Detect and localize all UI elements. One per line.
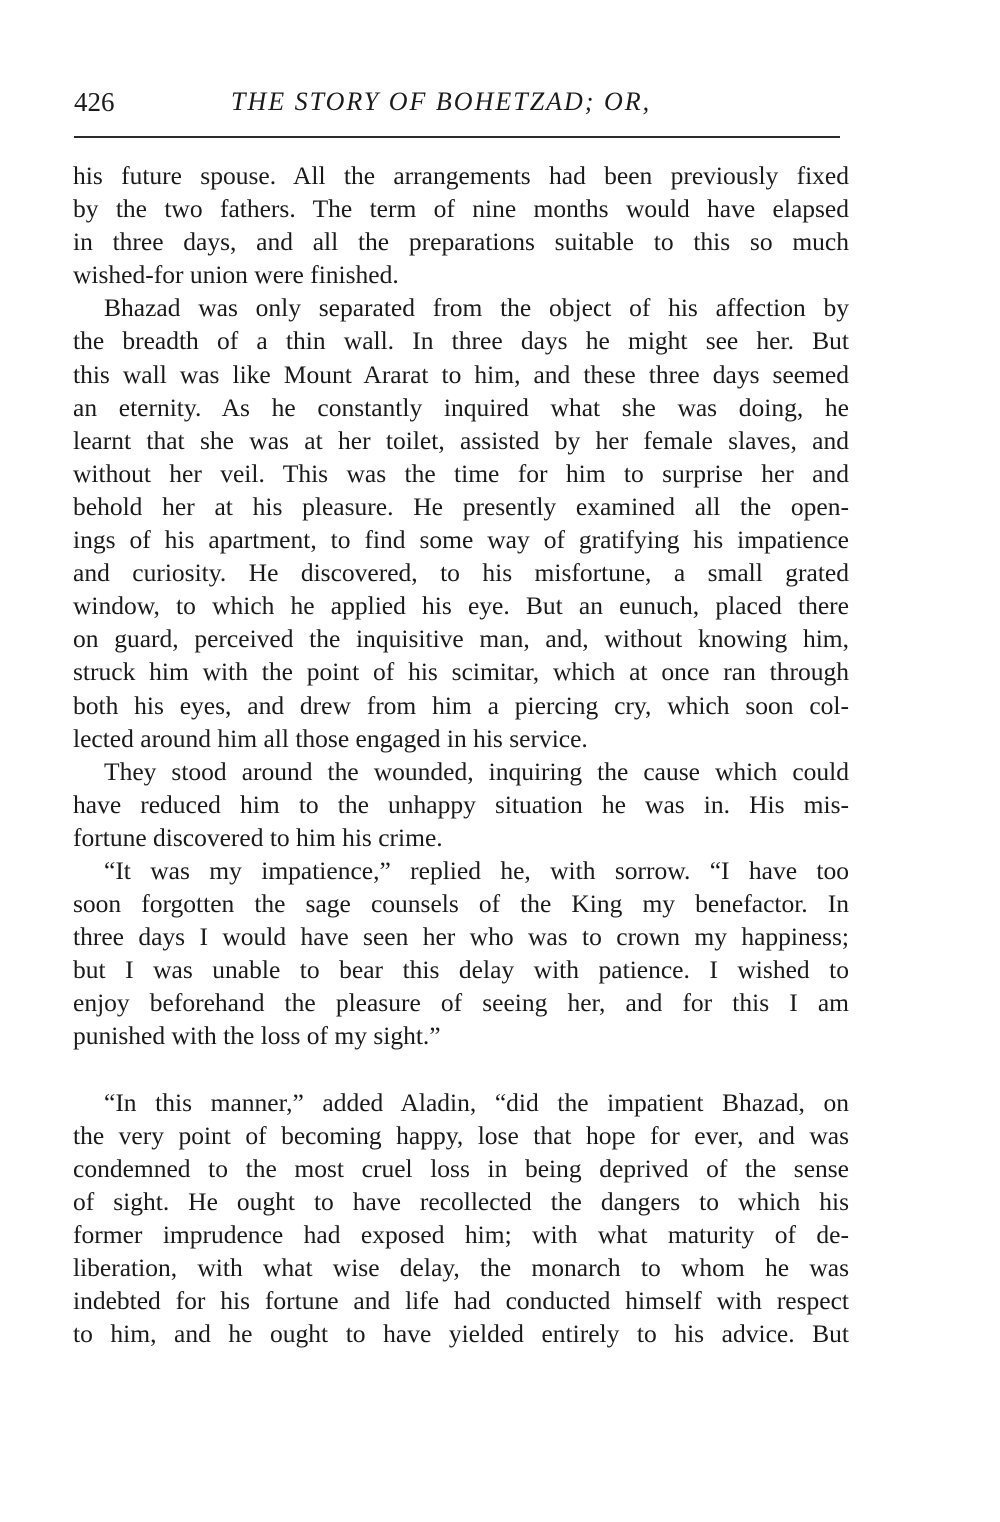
text-line: fortune discovered to him his crime. <box>73 822 443 852</box>
text-line: window, to which he applied his eye. But an eunuch, placed there <box>73 591 849 621</box>
text-line: They stood around the wounded, inquiring the cause which could <box>104 756 849 786</box>
text-line: and curiosity. He discovered, to his misfortune, a small grated <box>73 558 849 588</box>
text-line: have reduced him to the unhappy situation he was in. His mis- <box>73 789 849 819</box>
text-line: the breadth of a thin wall. In three days he might see her. But <box>73 326 849 356</box>
text-line: his future spouse. All the arrangements had been previously fixed <box>73 161 849 190</box>
text-line: on guard, perceived the inquisitive man, and, without knowing him, <box>73 624 849 654</box>
paragraph-wounded <box>73 755 849 854</box>
text-line: of sight. He ought to have recollected the dangers to which his <box>73 1186 849 1216</box>
paragraph-impatience-quote <box>73 854 849 1053</box>
text-line: liberation, with what wise delay, the monarch to whom he was <box>73 1253 849 1282</box>
text-line: lected around him all those engaged in his service. <box>73 723 588 753</box>
text-line: an eternity. As he constantly inquired what she was doing, he <box>73 392 849 422</box>
section-gap <box>73 1053 849 1086</box>
text-line: behold her at his pleasure. He presently examined all the open- <box>73 491 849 521</box>
text-line: condemned to the most cruel loss in being deprived of the sense <box>73 1153 849 1183</box>
text-line: ings of his apartment, to find some way of gratifying his impatience <box>73 525 849 555</box>
text-line: three days I would have seen her who was to crown my happiness; <box>73 922 849 952</box>
running-title: THE STORY OF BOHETZAD; OR, <box>231 87 652 116</box>
text-line: former imprudence had exposed him; with what maturity of de- <box>73 1219 849 1249</box>
text-line: Bhazad was only separated from the object of his affection by <box>104 293 849 323</box>
text-line: but I was unable to bear this delay with patience. I wished to <box>73 955 849 985</box>
paragraph-aladin <box>73 1086 849 1351</box>
text-line: by the two fathers. The term of nine months would have elapsed <box>73 194 849 224</box>
text-line: indebted for his fortune and life had conducted himself with respect <box>73 1286 849 1316</box>
text-line: without her veil. This was the time for him to surprise her and <box>73 458 849 488</box>
text-line: the very point of becoming happy, lose that hope for ever, and was <box>73 1120 849 1150</box>
text-line: in three days, and all the preparations suitable to this so much <box>73 227 849 257</box>
text-line: enjoy beforehand the pleasure of seeing her, and for this I am <box>73 988 849 1018</box>
body-text <box>73 159 849 1350</box>
text-line: this wall was like Mount Ararat to him, and these three days seemed <box>73 359 849 389</box>
page-number: 426 <box>74 87 115 117</box>
text-line: learnt that she was at her toilet, assisted by her female slaves, and <box>73 425 849 455</box>
header-rule <box>74 136 840 138</box>
text-line: wished-for union were finished. <box>73 260 399 290</box>
paragraph-continuation <box>73 159 849 291</box>
text-line: “In this manner,” added Aladin, “did the impatient Bhazad, on <box>104 1087 849 1117</box>
text-line: “It was my impatience,” replied he, with sorrow. “I have too <box>104 855 849 885</box>
text-line: punished with the loss of my sight.” <box>73 1021 441 1051</box>
text-line: both his eyes, and drew from him a piercing cry, which soon col- <box>73 690 849 720</box>
running-header <box>74 84 844 124</box>
paragraph-bhazad-wall <box>73 291 849 754</box>
text-line: to him, and he ought to have yielded entirely to his advice. But <box>73 1319 849 1349</box>
text-line: soon forgotten the sage counsels of the King my benefactor. In <box>73 889 849 919</box>
text-line: struck him with the point of his scimitar, which at once ran through <box>73 657 849 687</box>
